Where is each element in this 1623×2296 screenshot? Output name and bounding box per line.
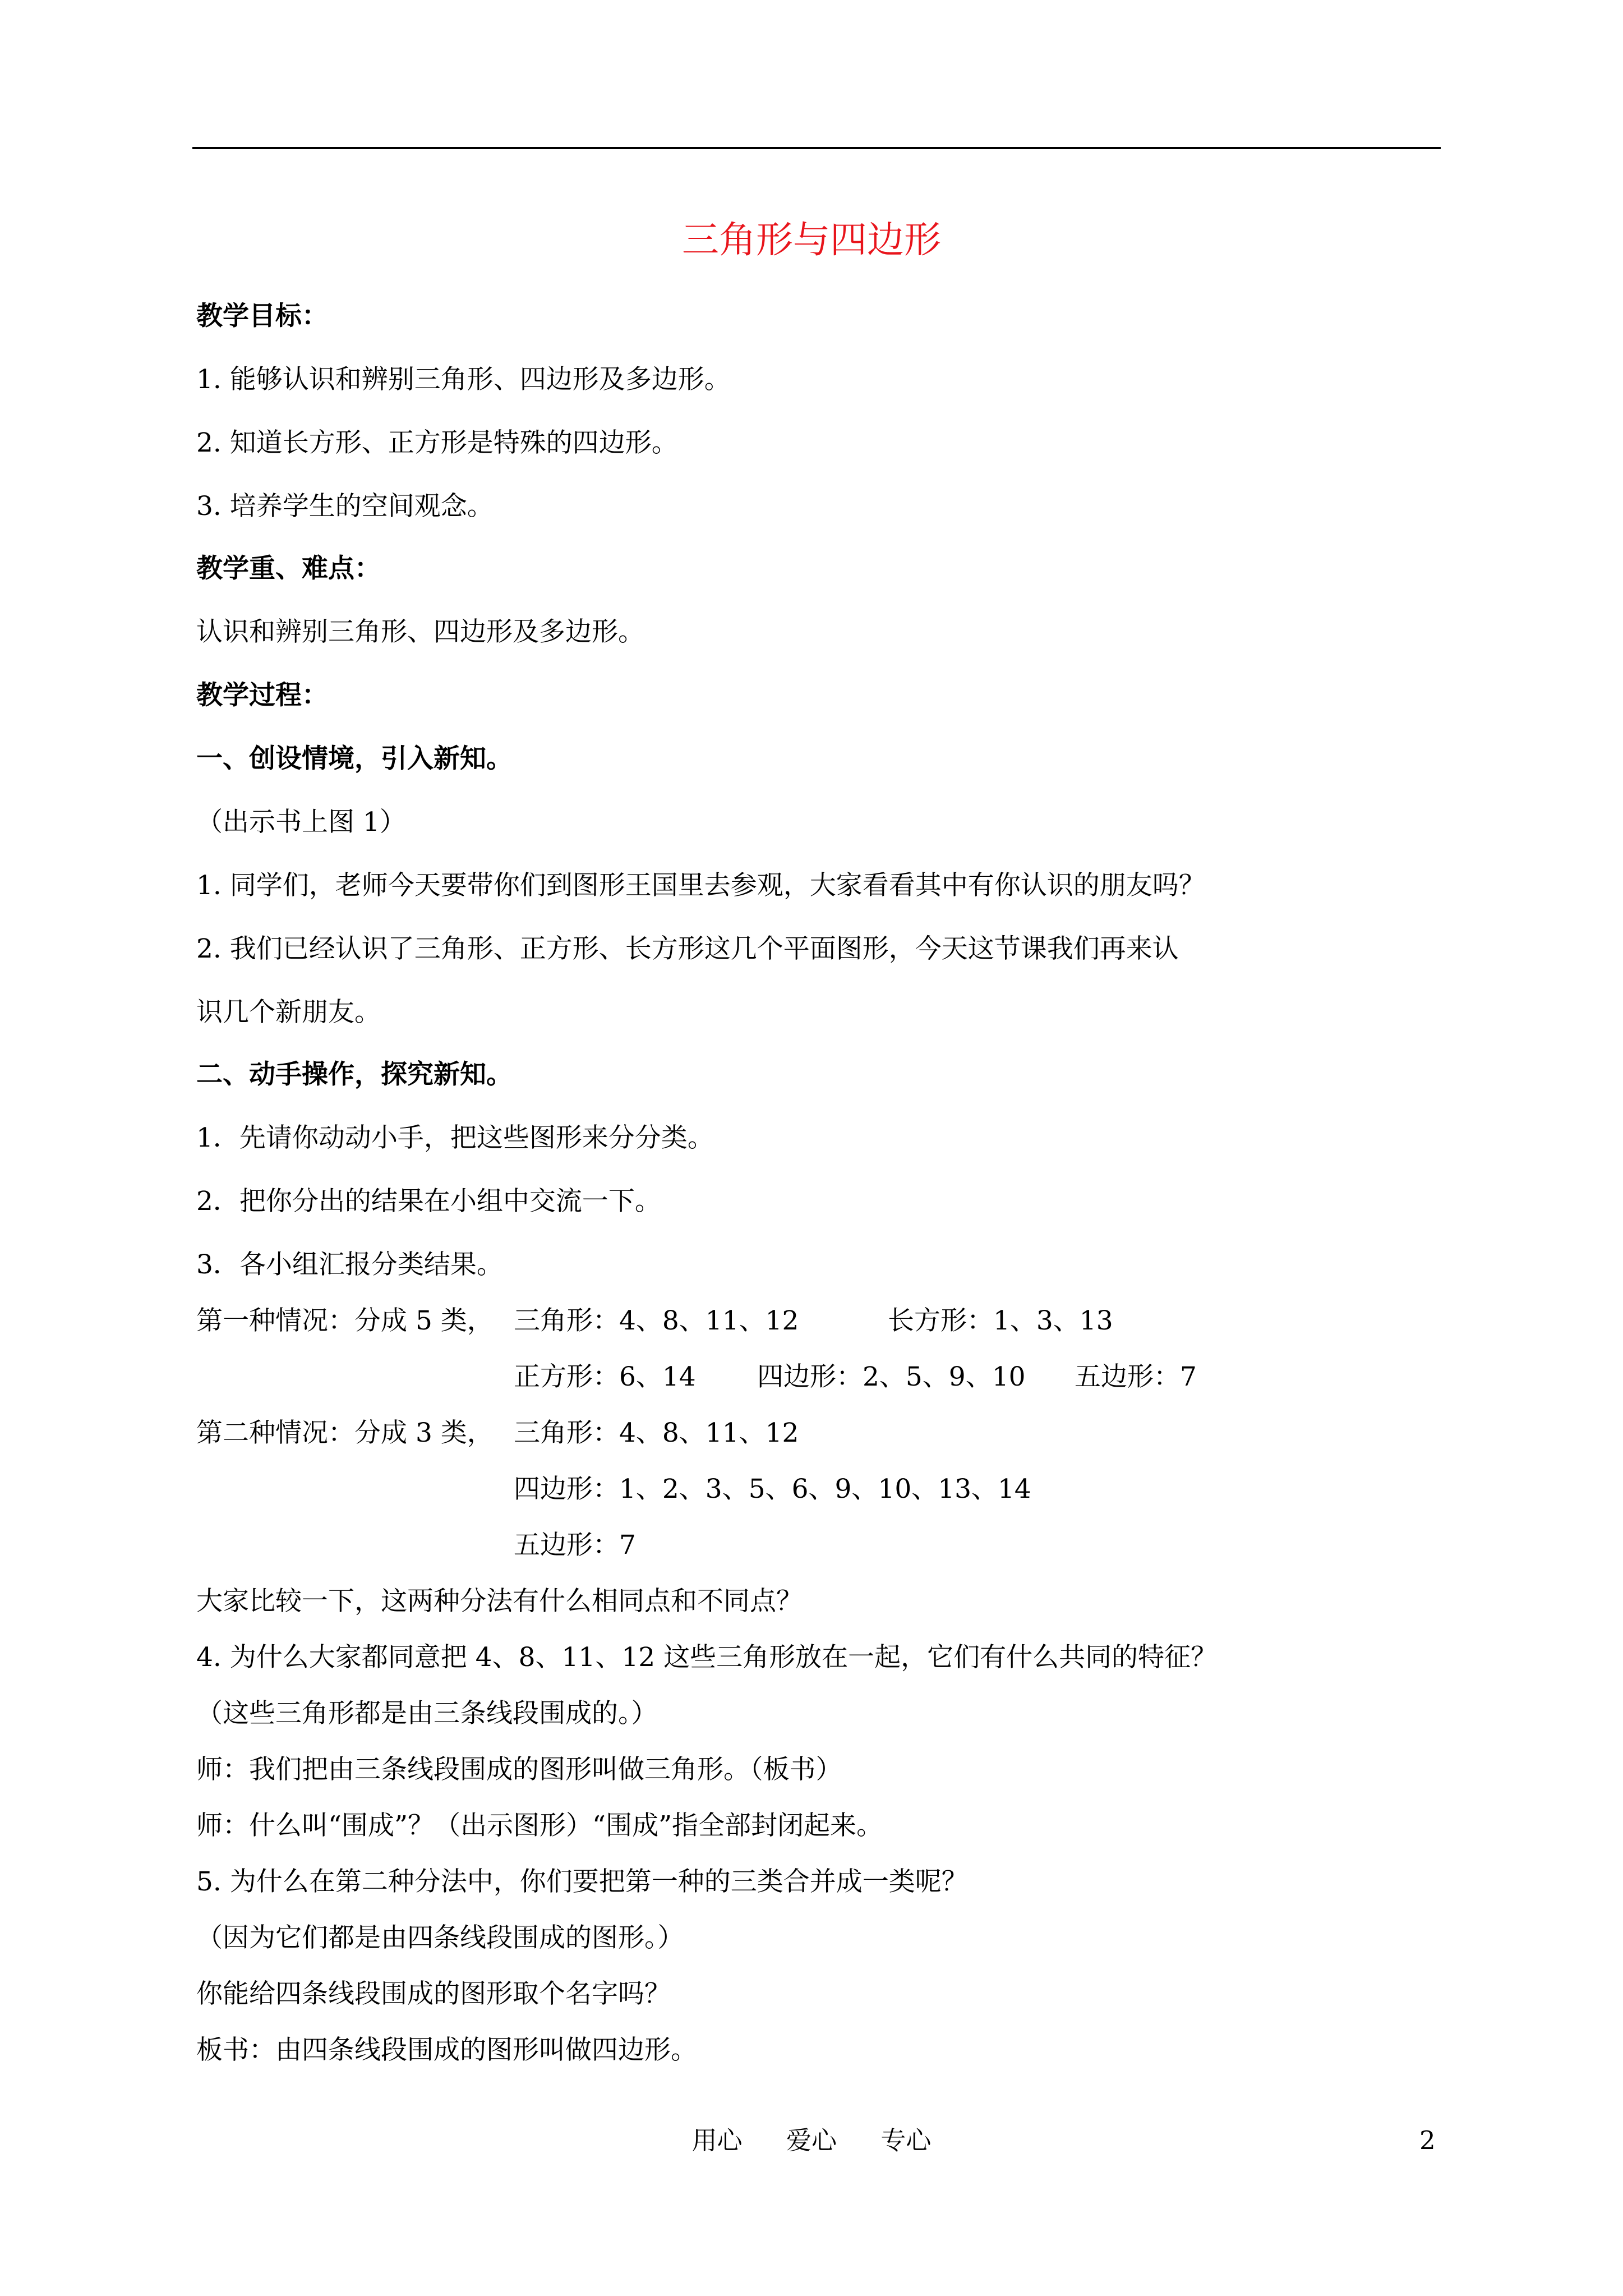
section1-line: 识几个新朋友。 [196, 997, 381, 1028]
section2-step: 1．先请你动动小手，把这些图形来分分类。 [196, 1122, 714, 1153]
closing-line: （因为它们都是由四条线段围成的图形。） [196, 1922, 684, 1953]
objective-item: 2. 知道长方形、正方形是特殊的四边形。 [196, 427, 678, 458]
footer-motto [0, 2124, 1623, 2157]
closing-line: 师：什么叫“围成”？（出示图形）“围成”指全部封闭起来。 [196, 1810, 883, 1841]
section1-line: 2. 我们已经认识了三角形、正方形、长方形这几个平面图形，今天这节课我们再来认 [196, 933, 1179, 964]
case2-label: 第二种情况：分成 3 类， [196, 1418, 494, 1448]
footer-motto-word: 用心 [691, 2125, 743, 2155]
objective-item: 1. 能够认识和辨别三角形、四边形及多边形。 [196, 364, 731, 395]
process-heading: 教学过程： [196, 680, 328, 711]
case1-quadrilateral: 四边形：2、5、9、10 [757, 1361, 1026, 1392]
section1-line: 1. 同学们，老师今天要带你们到图形王国里去参观，大家看看其中有你认识的朋友吗？ [196, 870, 1205, 901]
closing-line: 5. 为什么在第二种分法中，你们要把第一种的三类合并成一类呢？ [196, 1866, 968, 1897]
case2-pentagon: 五边形：7 [514, 1530, 636, 1561]
section1-heading: 一、创设情境，引入新知。 [196, 743, 513, 774]
section1-line: （出示书上图 1） [196, 807, 406, 838]
keypoints-heading: 教学重、难点： [196, 553, 381, 584]
case2-quadrilateral: 四边形：1、2、3、5、6、9、10、13、14 [514, 1474, 1031, 1504]
page-number: 2 [1419, 2125, 1436, 2155]
closing-line: （这些三角形都是由三条线段围成的。） [196, 1698, 658, 1729]
objectives-heading: 教学目标： [196, 301, 328, 332]
keypoints-text: 认识和辨别三角形、四边形及多边形。 [196, 616, 644, 647]
section2-step: 3．各小组汇报分类结果。 [196, 1249, 503, 1280]
closing-line: 板书：由四条线段围成的图形叫做四边形。 [196, 2035, 697, 2065]
closing-line: 4. 为什么大家都同意把 4、8、11、12 这些三角形放在一起，它们有什么共同的特征？ [196, 1642, 1218, 1673]
case2-triangle: 三角形：4、8、11、12 [514, 1418, 799, 1448]
closing-line: 你能给四条线段围成的图形取个名字吗？ [196, 1978, 671, 2009]
closing-line: 师：我们把由三条线段围成的图形叫做三角形。（板书） [196, 1754, 842, 1785]
objective-item: 3. 培养学生的空间观念。 [196, 491, 494, 522]
case1-square: 正方形：6、14 [514, 1361, 696, 1392]
closing-line: 大家比较一下，这两种分法有什么相同点和不同点？ [196, 1586, 803, 1617]
section2-heading: 二、动手操作，探究新知。 [196, 1059, 513, 1090]
footer-motto-word: 专心 [880, 2125, 932, 2155]
case1-triangle: 三角形：4、8、11、12 [514, 1305, 799, 1336]
section2-step: 2．把你分出的结果在小组中交流一下。 [196, 1186, 661, 1217]
case1-label: 第一种情况：分成 5 类， [196, 1305, 494, 1336]
footer-motto-word: 爱心 [786, 2125, 837, 2155]
case1-pentagon: 五边形：7 [1075, 1361, 1197, 1392]
header-rule [192, 147, 1441, 149]
case1-rectangle: 长方形：1、3、13 [888, 1305, 1113, 1336]
document-title: 三角形与四边形 [682, 218, 941, 261]
